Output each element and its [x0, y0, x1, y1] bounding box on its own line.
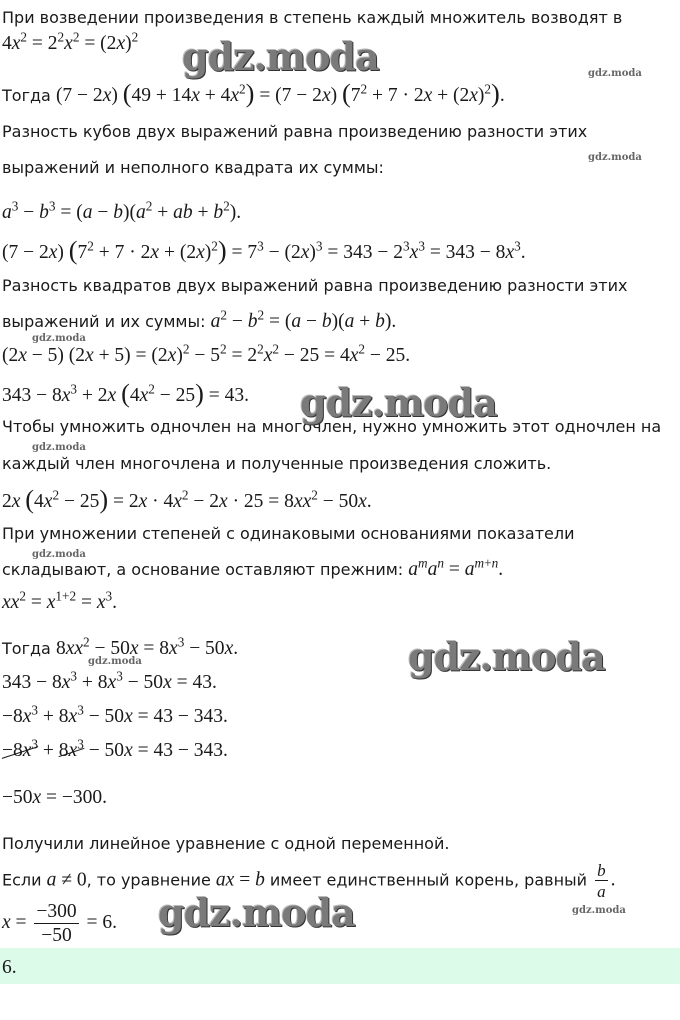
formula-powers: $a^ma^n = a^{m+n}$. [408, 555, 504, 580]
watermark-logo: gdz.moda [408, 634, 605, 679]
substitution-line [2, 80, 505, 106]
formula-solution: x = $\frac{-300}{-50}$ = 6. [2, 901, 118, 946]
rule-text-diff-cubes-1: Разность кубов двух выражений равна произведению разности этих [2, 122, 588, 141]
formula-substitution: (7 − 2x) $(49 + 14x + 4x^2) = (7 - 2x)$ $(7^2 + 7 \cdot 2x + (2x)^2)$. [55, 79, 505, 108]
label-esli: Если [2, 870, 42, 890]
rule-text-diff-cubes-2: выражений и неполного квадрата их суммы: [2, 158, 384, 177]
rule-text-powers-1: При умножении степеней с одинаковыми основаниями показатели [2, 524, 575, 543]
watermark-small: gdz.moda [32, 333, 86, 344]
formula-full-equation: $343 - 8x^3 + 2x$ $(4x^2 - 25) = 43$. [2, 379, 249, 408]
formula-squares-applied: (2x − 5) $(2x + 5) = (2x)^2 - 5^2 = 2^2x^2 - 25 = 4x^2 - 25$. [2, 341, 411, 366]
root-rule-line: Если a ≠ 0, то уравнение ax = b имеет единственный корень, равный $\frac{b}{a}$ . [2, 861, 616, 901]
rule-text-powers-2: складывают, а основание оставляют прежним: [2, 560, 404, 579]
rule-text-monomial-1: Чтобы умножить одночлен на многочлен, нужно умножить этот одночлен на [2, 417, 662, 436]
label-togda-2: Тогда [2, 639, 51, 658]
rule-text-diff-squares-2: выражений и их суммы: [2, 312, 206, 331]
label-unique-root: имеет единственный корень, равный [269, 870, 588, 890]
watermark-small: gdz.moda [32, 549, 86, 560]
diff-squares-line [2, 307, 397, 332]
formula-xx2: $xx^2 = x^{1+2} = x^3$. [2, 588, 117, 613]
answer-bar [0, 948, 680, 984]
watermark-logo: gdz.moda [182, 34, 379, 79]
equation-step-2: $-8x^3 + 8x^3 - 50x = 43 - 343$. [2, 702, 228, 727]
rule-text-power-of-product: При возведении произведения в степень каждый множитель возводят в [2, 8, 623, 27]
formula-cubes-applied: (7 − 2x) $(7^2 + 7 \cdot 2x + (2x)^2) = 7^3 - (2x)^3 = 343 - 2^3x^3 = 343 - 8x^3$. [2, 236, 526, 265]
rule-text-diff-squares-1: Разность квадратов двух выражений равна произведению разности этих [2, 276, 628, 295]
linear-equation-text: Получили линейное уравнение с одной переменной. [2, 834, 450, 853]
formula-a-ne-0: a ≠ 0 [46, 869, 87, 891]
rule-text-monomial-2: каждый член многочлена и полученные произведения сложить. [2, 454, 552, 473]
watermark-small: gdz.moda [572, 905, 626, 916]
label-then-equation: , то уравнение [86, 870, 211, 890]
formula-expand: 2x $(4x^2 - 25) = 2x \cdot 4x^2 - 2x \cdot 25 = 8xx^2 - 50x$. [2, 485, 372, 514]
formula-diff-squares: $a^2 - b^2 = (a - b)(a + b)$. [210, 307, 397, 332]
equation-step-1: $343 - 8x^3 + 8x^3 - 50x = 43$. [2, 668, 217, 693]
watermark-small: gdz.moda [32, 442, 86, 453]
watermark-logo: gdz.moda [158, 890, 355, 935]
formula-power-of-product: $4x^2 = 2^2x^2 = (2x)^2$ [2, 29, 139, 54]
label-togda: Тогда [2, 86, 51, 105]
formula-ax-b: ax = b [215, 869, 265, 891]
fraction-b-over-a: $\frac{b}{a}$ [597, 861, 606, 901]
watermark-small: gdz.moda [588, 68, 642, 79]
powers-rule-line [2, 555, 504, 580]
answer-value: 6. [2, 957, 17, 978]
formula-simplify: $8xx^2 - 50x = 8x^3 - 50x$. [55, 634, 239, 659]
watermark-small: gdz.moda [588, 152, 642, 163]
watermark-small: gdz.moda [88, 656, 142, 667]
equation-step-3-cancelled: $-8x^3 + 8x^3 - 50x = 43 - 343$. [2, 736, 228, 761]
formula-diff-cubes: $a^3 - b^3 = (a - b)(a^2$ + ab + $b^2$). [2, 198, 242, 223]
equation-step-4: −50x = −300. [2, 787, 108, 808]
watermark-logo: gdz.moda [300, 380, 497, 425]
